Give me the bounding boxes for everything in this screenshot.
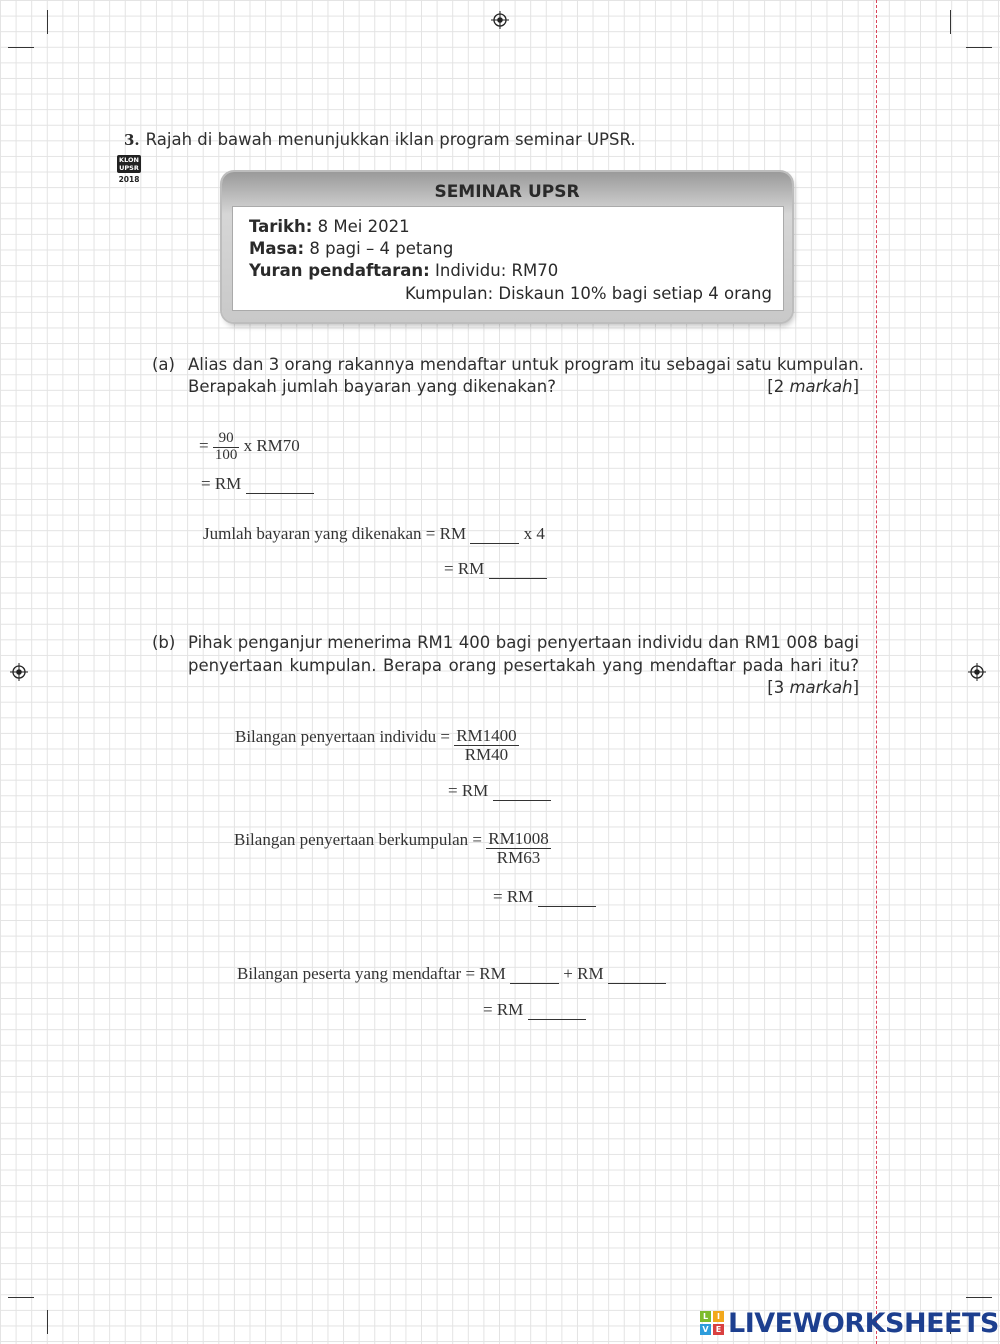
seminar-fee-row — [249, 261, 558, 280]
total-label: Bilangan peserta yang mendaftar = RM — [237, 964, 506, 983]
crop-mark — [8, 1297, 34, 1298]
fee-group: Kumpulan: Diskaun 10% bagi setiap 4 orang — [405, 284, 772, 303]
part-a-total-result — [444, 559, 547, 579]
seminar-advert-box — [222, 172, 792, 322]
answer-blank-b5[interactable] — [528, 1003, 586, 1020]
date-value: 8 Mei 2021 — [317, 217, 410, 236]
equals-rm: = RM — [201, 474, 242, 493]
fraction-individual — [454, 727, 518, 764]
fraction-group — [486, 830, 550, 867]
fraction-numerator: RM1008 — [488, 829, 549, 848]
part-a-equation-2 — [201, 474, 314, 494]
date-label: Tarikh: — [249, 217, 313, 236]
part-a-equation-1 — [199, 431, 300, 464]
group-label: Bilangan penyertaan berkumpulan = — [234, 830, 482, 849]
answer-blank-a1[interactable] — [246, 477, 314, 494]
time-value: 8 pagi – 4 petang — [309, 239, 454, 258]
answer-blank-b1[interactable] — [493, 784, 551, 801]
marks-open: [3 — [767, 678, 790, 697]
marks-close: ] — [852, 678, 859, 697]
multiplier-text: x RM70 — [243, 436, 300, 456]
part-b-line-2: penyertaan kumpulan. Berapa orang pesertakah yang mendaftar pada hari itu? — [188, 656, 859, 675]
marks-word: markah — [789, 678, 853, 697]
logo-text: LIVEWORKSHEETS — [728, 1307, 999, 1339]
badge-line-2: UPSR — [119, 164, 139, 172]
part-a-total-line — [203, 524, 545, 544]
badge-year: 2018 — [118, 175, 140, 184]
question-number: 3. — [124, 131, 140, 149]
part-b-line-1: Pihak penganjur menerima RM1 400 bagi penyertaan individu dan RM1 008 bagi — [188, 633, 859, 652]
registration-mark-icon — [491, 11, 509, 29]
total-label: Jumlah bayaran yang dikenakan = RM — [203, 524, 467, 543]
part-b-individual-result — [448, 781, 551, 801]
seminar-details — [232, 206, 784, 311]
question-heading — [124, 130, 636, 149]
fee-label: Yuran pendaftaran: — [249, 261, 430, 280]
part-b-individual-line — [235, 727, 519, 764]
logo-cube: E — [713, 1324, 724, 1335]
registration-mark-icon — [968, 663, 986, 681]
liveworksheets-logo[interactable] — [700, 1306, 999, 1340]
marks-close: ] — [852, 377, 859, 396]
logo-cube: V — [700, 1324, 711, 1335]
crop-mark — [8, 47, 34, 48]
answer-blank-a3[interactable] — [489, 562, 547, 579]
marks-word: markah — [789, 377, 853, 396]
answer-blank-b4[interactable] — [608, 967, 666, 984]
part-b-group-result — [493, 887, 596, 907]
logo-cube: L — [700, 1311, 711, 1322]
part-b-total-line — [237, 964, 666, 984]
individual-label: Bilangan penyertaan individu = — [235, 727, 450, 746]
crop-mark — [47, 1310, 48, 1334]
part-a-marks — [767, 377, 859, 396]
part-b-group-line — [234, 830, 551, 867]
part-b-marks — [767, 678, 859, 697]
badge-line-1: KLON — [119, 156, 139, 164]
fraction-denominator: 100 — [214, 446, 238, 463]
crop-mark — [950, 10, 951, 34]
answer-blank-b2[interactable] — [538, 890, 596, 907]
logo-cube: I — [713, 1311, 724, 1322]
fraction-denominator: RM63 — [496, 847, 541, 867]
fraction-90-100 — [213, 431, 240, 464]
crop-mark — [966, 1297, 992, 1298]
klon-upsr-badge — [117, 155, 141, 184]
crop-mark — [966, 47, 992, 48]
fraction-numerator: RM1400 — [456, 726, 517, 745]
registration-mark-icon — [10, 663, 28, 681]
plus-rm: + RM — [563, 964, 604, 983]
fraction-numerator: 90 — [213, 431, 240, 448]
part-b-total-result — [483, 1000, 586, 1020]
time-label: Masa: — [249, 239, 305, 258]
margin-line — [876, 0, 877, 1344]
seminar-fee-group-row — [405, 284, 772, 303]
part-a-line-1: Alias dan 3 orang rakannya mendaftar untuk program itu sebagai satu kumpulan. — [188, 355, 864, 374]
total-multiplier: x 4 — [523, 524, 545, 543]
marks-open: [2 — [767, 377, 790, 396]
seminar-time-row — [249, 239, 453, 258]
answer-blank-a2[interactable] — [470, 527, 519, 544]
seminar-date-row — [249, 217, 410, 236]
fraction-denominator: RM40 — [464, 744, 509, 764]
equals-rm: = RM — [444, 559, 485, 578]
equals-rm: = RM — [493, 887, 534, 906]
part-b-label: (b) — [152, 633, 176, 652]
fee-individual: Individu: RM70 — [435, 261, 559, 280]
equals-rm: = RM — [448, 781, 489, 800]
equals-rm: = RM — [483, 1000, 524, 1019]
seminar-title: SEMINAR UPSR — [434, 182, 580, 202]
answer-blank-b3[interactable] — [510, 967, 559, 984]
part-a-line-2: Berapakah jumlah bayaran yang dikenakan? — [188, 377, 556, 396]
logo-cubes-icon — [700, 1311, 724, 1335]
part-a-label: (a) — [152, 355, 175, 374]
question-intro: Rajah di bawah menunjukkan iklan program seminar UPSR. — [145, 130, 636, 149]
crop-mark — [47, 10, 48, 34]
equals-sign: = — [199, 436, 209, 456]
